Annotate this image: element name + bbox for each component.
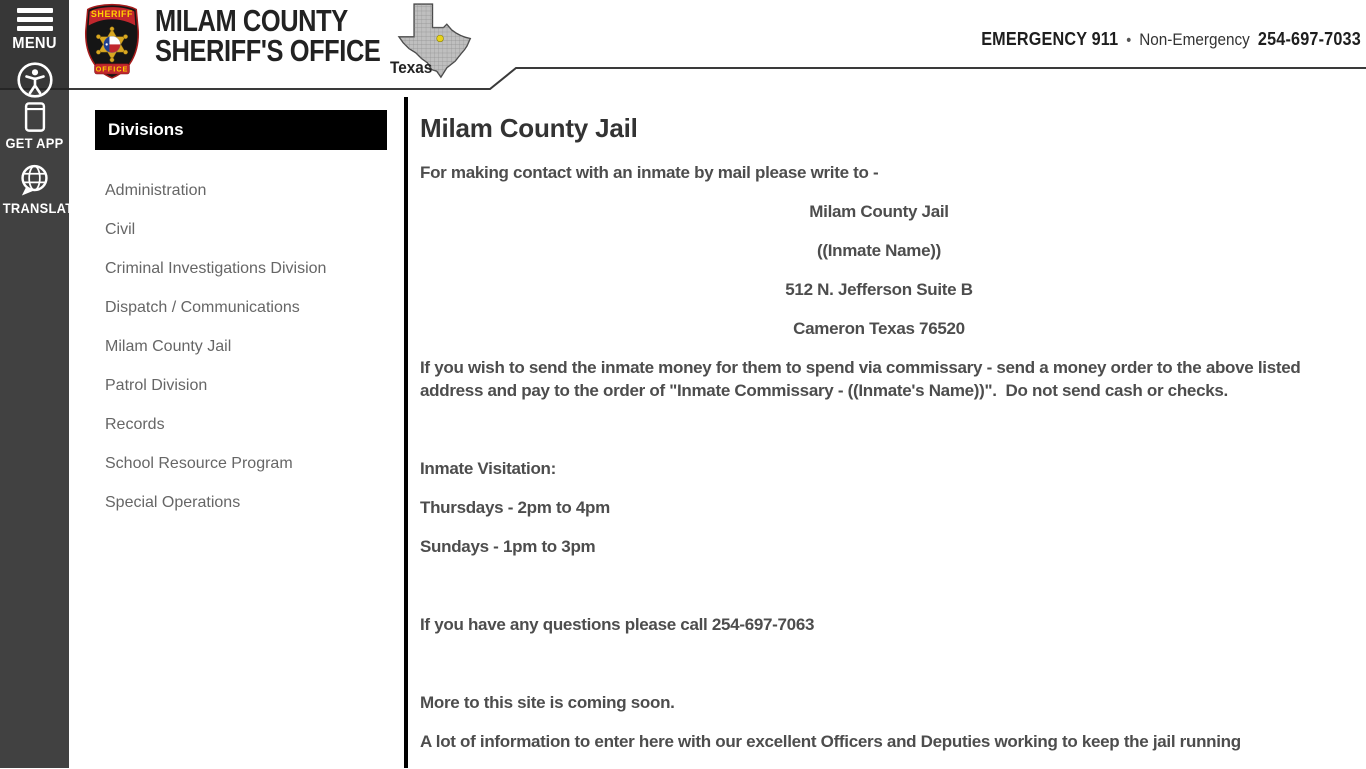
get-app-label: GET APP xyxy=(5,135,64,151)
coming-soon-paragraph: More to this site is coming soon. xyxy=(420,693,675,712)
nav-item-school-resource-program[interactable]: School Resource Program xyxy=(105,454,293,472)
translate-button[interactable] xyxy=(0,163,83,216)
translate-globe-icon xyxy=(18,163,51,197)
nav-item-administration[interactable]: Administration xyxy=(105,181,207,199)
accessibility-button[interactable] xyxy=(16,61,54,104)
nav-item-dispatch-communications[interactable]: Dispatch / Communications xyxy=(105,298,300,316)
spacer xyxy=(420,652,1338,675)
address-line: ((Inmate Name)) xyxy=(817,241,941,260)
non-emergency-number: 254-697-7033 xyxy=(1257,29,1361,49)
sheriff-badge-logo[interactable] xyxy=(80,3,144,80)
nav-item-patrol-division[interactable]: Patrol Division xyxy=(105,376,208,394)
questions-paragraph: If you have any questions please call 254-697-7063 xyxy=(420,615,815,634)
site-title[interactable] xyxy=(155,3,381,68)
milam-county-dot xyxy=(437,35,444,42)
visitation-line: Sundays - 1pm to 3pm xyxy=(420,537,596,556)
content-divider xyxy=(404,97,408,768)
page-title: Milam County Jail xyxy=(420,113,638,143)
site-title-line1: MILAM COUNTY xyxy=(155,3,348,38)
address-line: 512 N. Jefferson Suite B xyxy=(785,280,973,299)
emergency-label: EMERGENCY 911 xyxy=(981,29,1119,49)
nav-item-criminal-investigations[interactable]: Criminal Investigations Division xyxy=(105,259,327,277)
divisions-sidebar xyxy=(95,110,387,522)
get-app-button[interactable] xyxy=(0,102,69,151)
main-content xyxy=(420,112,1338,769)
non-emergency-label: Non-Emergency xyxy=(1139,30,1250,49)
accessibility-icon xyxy=(16,61,54,99)
badge-office-text: OFFICE xyxy=(95,64,129,74)
address-line: Milam County Jail xyxy=(809,202,949,221)
nav-item-milam-county-jail[interactable]: Milam County Jail xyxy=(105,337,232,355)
nav-item-civil[interactable]: Civil xyxy=(105,220,136,238)
texas-label: Texas xyxy=(390,58,433,77)
translate-label: TRANSLATE xyxy=(2,200,83,216)
visitation-line: Thursdays - 2pm to 4pm xyxy=(420,498,610,517)
menu-label: MENU xyxy=(12,35,57,52)
rail-top-section xyxy=(0,0,69,90)
header-contact-info xyxy=(981,29,1361,50)
divisions-nav xyxy=(95,150,387,522)
intro-paragraph: For making contact with an inmate by mail please write to - xyxy=(420,163,879,182)
commissary-paragraph: If you wish to send the inmate money for them to spend via commissary - send a money order to the above listed address and pay to the order of "Inmate Commissary - ((Inmate's Name))". Do not send cash or checks. xyxy=(420,358,1305,400)
address-line: Cameron Texas 76520 xyxy=(793,319,965,338)
site-title-line2: SHERIFF'S OFFICE xyxy=(155,33,381,68)
menu-button[interactable] xyxy=(0,0,69,53)
smartphone-icon xyxy=(22,102,48,132)
separator-dot: • xyxy=(1126,32,1132,49)
nav-item-special-operations[interactable]: Special Operations xyxy=(105,493,241,511)
divisions-title: Divisions xyxy=(95,110,387,150)
badge-sheriff-text: SHERIFF xyxy=(90,9,134,20)
texas-map xyxy=(388,2,472,82)
spacer xyxy=(420,418,1338,441)
hamburger-icon xyxy=(17,8,53,31)
left-utility-rail xyxy=(0,0,83,768)
site-header xyxy=(69,0,1366,92)
spacer xyxy=(420,574,1338,597)
closing-paragraph: A lot of information to enter here with our excellent Officers and Deputies working to keep the jail running xyxy=(420,732,1241,751)
visitation-heading: Inmate Visitation: xyxy=(420,459,556,478)
nav-item-records[interactable]: Records xyxy=(105,415,165,433)
